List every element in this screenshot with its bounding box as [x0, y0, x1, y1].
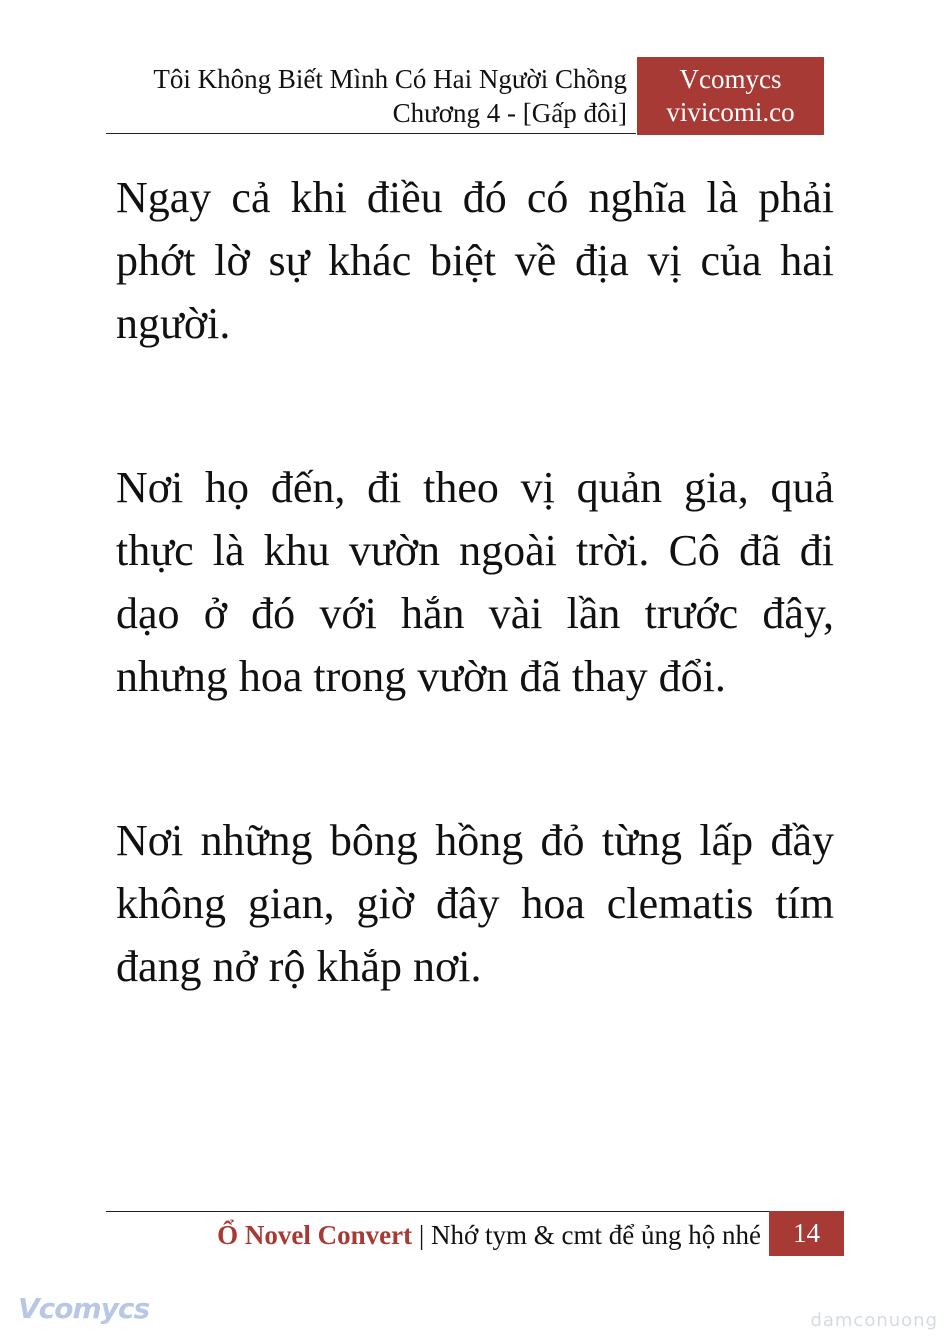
paragraph: Ngay cả khi điều đó có nghĩa là phải phớt lờ sự khác biệt về địa vị của hai người.	[116, 173, 834, 348]
paragraph: Nơi họ đến, đi theo vị quản gia, quả thực là khu vườn ngoài trời. Cô đã đi dạo ở đó với hắn vài lần trước đây, nhưng hoa trong vườn đã thay đổi.	[116, 463, 834, 701]
header-divider	[106, 133, 636, 134]
vcomycs-watermark-logo: Vcomycs	[18, 1292, 150, 1325]
footer-brand: Ổ Novel Convert	[217, 1220, 413, 1250]
site-watermark: damconuong	[810, 1310, 938, 1331]
footer-message: Nhớ tym & cmt để ủng hộ nhé	[431, 1220, 761, 1250]
chapter-title: Chương 4 - [Gấp đôi]	[392, 98, 627, 128]
source-badge	[637, 57, 824, 135]
badge-site: vivicomi.co	[666, 97, 795, 127]
paragraph: Nơi những bông hồng đỏ từng lấp đầy không gian, giờ đây hoa clematis tím đang nở rộ khắp nơi.	[116, 816, 834, 991]
footer-divider	[106, 1211, 769, 1212]
badge-brand: Vcomycs	[679, 64, 782, 94]
page-number: 14	[769, 1211, 844, 1256]
footer-note	[217, 1215, 761, 1255]
page-body	[116, 166, 834, 1099]
footer-separator: |	[418, 1220, 425, 1250]
novel-title: Tôi Không Biết Mình Có Hai Người Chồng	[153, 64, 627, 94]
chapter-header	[153, 62, 627, 130]
